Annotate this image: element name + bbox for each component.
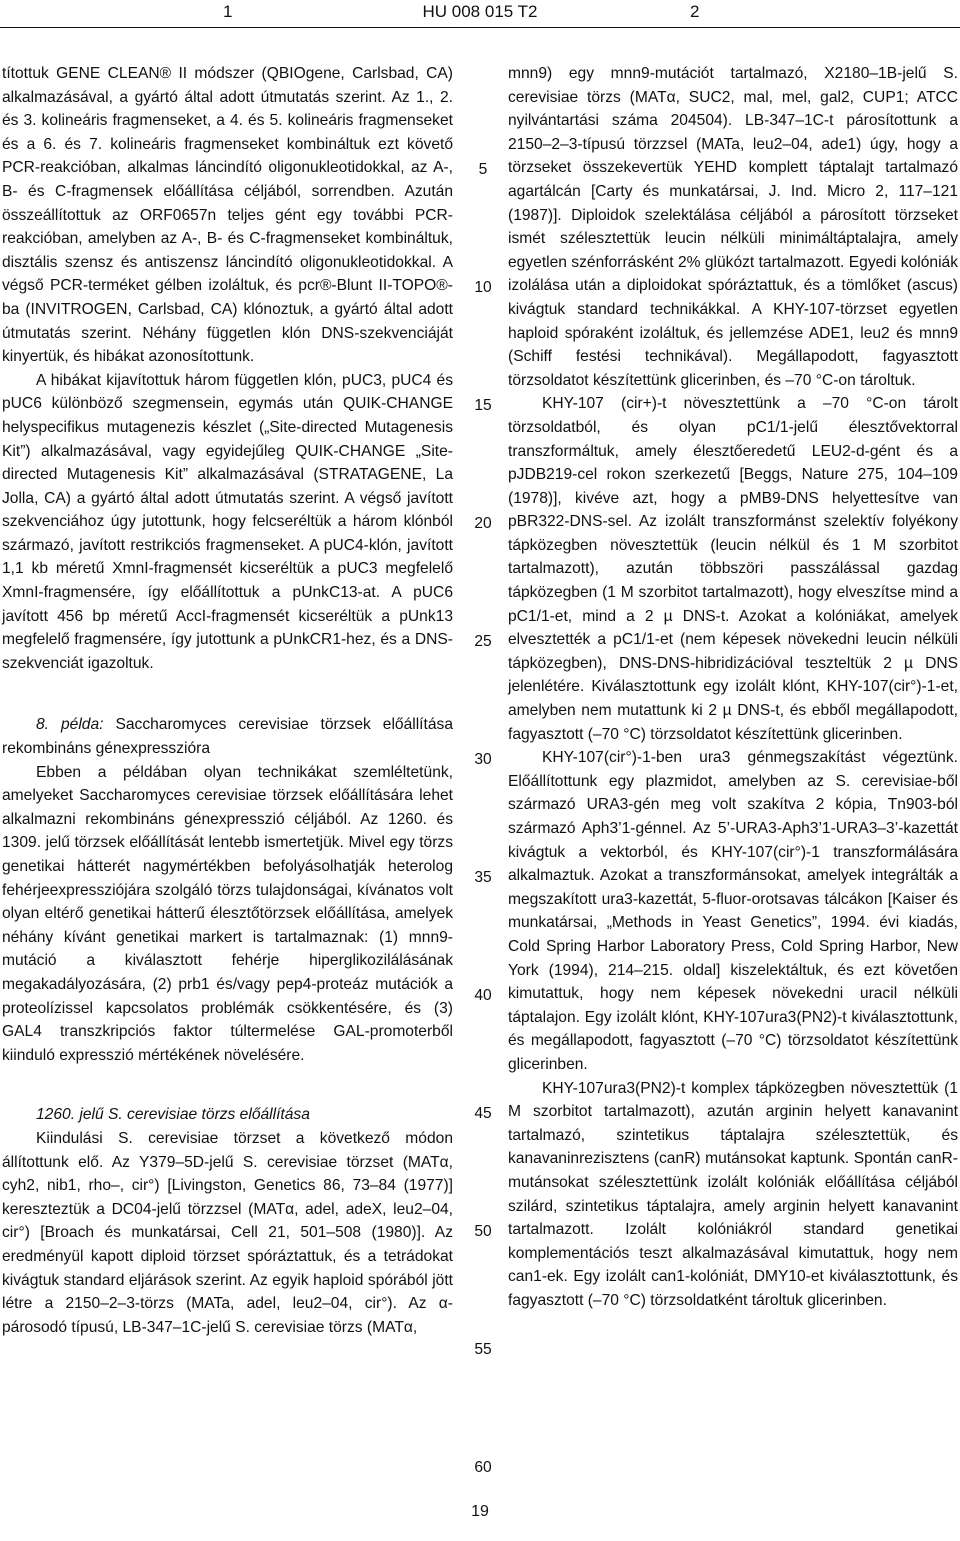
left-paragraph-3: Ebben a példában olyan technikákat szemléltetünk, amelyeket Saccharomyces cerevisiae törzsek előállítására lehet alkalmazni rekombináns génexpresszió céljából. Az 1260. és 1309. jelű törzsek előállítását lentebb ismertetjük. Mivel egy törzs genetikai hátterét nagymértékben befolyásolhatják heterolog fehérjeexpressziójára szolgáló törzs tulajdonságai, kívánatos volt olyan eltérő genetikai hátterű élesztőtörzsek előállítása, amelyek néhány kívánt genetikai markert is tartalmaznak: (1) mnn9-mutáció a kiválasztott fehérje hiperglikozilálásának megakadályozására, (2) prb1 és/vagy pep4-proteáz mutációk a proteolízissel kapcsolatos problémák csökkentésére, és (3) GAL4 transzkripciós faktor túltermelése GAL-promoterből kiinduló expresszió mértékének növelésére. — [2, 763, 453, 1064]
header-rule — [0, 27, 960, 28]
line-number: 5 — [478, 161, 488, 178]
left-paragraph-1: títottuk GENE CLEAN® II módszer (QBIOgene, Carlsbad, CA) alkalmazásával, a gyártó által adott útmutatás szerint. Az 1., 2. és 3. kolineáris fragmenseket, a 4. és 5. kolineáris fragmenseket és a 6. és 7. kolineáris fragmenseket kombináltuk ezt követő PCR-reakcióban, alkalmas láncindító oligonukleotidokkal, az A-, B- és C-fragmensek előállítása céljából, sorrendben. Azután összeállítottuk az ORF0657n teljes gént egy további PCR-reakcióban, amelyben az A-, B- és C-fragmenseket kombináltuk, disztális szensz és antiszensz láncindító oligonukleotidokkal. A végső PCR-terméket gélben izoláltuk, és pcr®-Blunt II-TOPO®-ba (INVITROGEN, Carlsbad, CA) klónoztuk, a gyártó által adott útmutatás szerint. Néhány független klón DNS-szekvenciáját kinyertük, és hibákat azonosítottunk. — [2, 65, 453, 366]
line-number: 55 — [474, 1341, 492, 1358]
section-gap — [2, 675, 453, 713]
example-heading — [2, 713, 453, 760]
page-header — [0, 0, 960, 26]
strain-subheading: 1260. jelű S. cerevisiae törzs előállítása — [36, 1106, 310, 1124]
line-number: 15 — [474, 397, 492, 414]
example-label: 8. példa: — [36, 716, 104, 734]
right-paragraph-4: KHY-107ura3(PN2)-t komplex tápközegben növesztettük (1 M szorbitot tartalmazott), azután arginin helyett kanavanint tartalmazó, szintetikus táptalajra szélesztettük, és kanavaninrezisztens (canR) mutánsokat kaptunk. Spontán canR-mutánsokat szélesztettünk izolált kolóniák előállítása céljából szilárd, szintetikus táptalajra, amely arginin helyett kanavanint tartalmazott. Izolált kolóniákról standard genetikai komplementációs teszt alkalmazásával kimutattuk, hogy nem can1-ek. Egy izolált can1-kolóniát, DMY10-et kiválasztottunk, és fagyasztott (–70 °C) törzsoldatként tároltuk glicerinben. — [508, 1079, 958, 1309]
section-gap — [2, 1067, 453, 1103]
example-title: Saccharomyces cerevisiae törzsek előállítása rekombináns génexpresszióra — [2, 716, 453, 758]
right-page-number: 2 — [690, 2, 700, 21]
right-column — [508, 62, 958, 1312]
line-number: 60 — [474, 1459, 492, 1476]
line-number: 20 — [474, 515, 492, 532]
line-number: 10 — [474, 279, 492, 296]
left-page-number: 1 — [223, 2, 233, 21]
right-paragraph-3: KHY-107(cir°)-1-ben ura3 génmegszakítást végeztünk. Előállítottunk egy plazmidot, amelyben az S. cerevisiae-ből származó URA3-gén meg volt szakítva 2 kópia, Tn903-ból származó Aph3’1-génnel. Az 5’-URA3-Aph3’1-URA3–3’-kazettát kivágtuk a vektorból, és KHY-107(cir°)-1 transzformálására alkalmaztuk. Azokat a transzformánsokat, amelyek integrálták a megszakított ura3-kazettát, 5-fluor-orotsavas tálcákon [Kaiser és munkatársai, „Methods in Yeast Genetics”, 1994. évi kiadás, Cold Spring Harbor Laboratory Press, Cold Spring Harbor, New York (1994), 214–215. oldal] kiszelektáltuk, és ezt követően kimutattuk, hogy nem képesek növekedni uracil nélküli táptalajon. Egy izolált klónt, KHY-107ura3(PN2)-t kiválasztottunk, és megállapodott, fagyasztott (–70 °C) törzsoldatot készítettünk glicerinben. — [508, 749, 958, 1073]
line-number: 25 — [474, 633, 492, 650]
right-paragraph-2: KHY-107 (cir+)-t növesztettünk a –70 °C-on tárolt törzsoldatból, és olyan pC1/1-jelű élesztővektorral transzformáltuk, amely élesztőeredetű LEU2-d-gént és a pJDB219-cel rokon szerkezetű [Beggs, Nature 275, 104–109 (1978)], kivéve azt, hogy a pMB9-DNS helyettesítve van pBR322-DNS-sel. Az izolált transzformánst szelektív folyékony tápközegben növesztettük (leucin nélkül és 1 M szorbitot tartalmazott), azután többszöri passzálással gazdag tápközegben (1 M szorbitot tartalmazott), hogy elveszítse mind a pC1/1-et, mind a 2 µ DNS-t. Azokat a kolóniákat, amelyek elvesztették a pC1/1-et (nem képesek növekedni leucin nélküli tápközegben), DNS-DNS-hibridizációval teszteltük 2 µ DNS jelenlétére. Kiválasztottunk egy izolált klónt, KHY-107(cir°)-1-et, amelyben nem mutattunk ki 2 µ DNS-t, és ebből megállapodott, fagyasztott (–70 °C) törzsoldatot készítettünk glicerinben. — [508, 395, 958, 743]
line-number: 40 — [474, 987, 492, 1004]
patent-number: HU 008 015 T2 — [422, 2, 538, 21]
line-number: 35 — [474, 869, 492, 886]
line-number: 30 — [474, 751, 492, 768]
left-column — [2, 62, 453, 1339]
left-paragraph-4: Kiindulási S. cerevisiae törzset a következő módon állítottunk elő. Az Y379–5D-jelű S. cerevisiae törzset (MATα, cyh2, nib1, rho–, cir°) [Livingston, Genetics 86, 73–84 (1977)] kereszteztük a DC04-jelű törzzsel (MATα, adel, adeX, leu2–04, cir°) [Broach és munkatársai, Cell 21, 501–508 (1980)]. Az eredményül kapott diploid törzset spóráztattuk, és a tetrádokat kivágtuk standard eljárások szerint. Az egyik haploid spórából jött létre a 2150–2–3-törzs (MATa, adel, leu2–04, cir°). Az α-párosodó típusú, LB-347–1C-jelű S. cerevisiae törzs (MATα, — [2, 1129, 453, 1336]
line-number: 50 — [474, 1223, 492, 1240]
page-footer-number: 19 — [471, 1503, 489, 1520]
line-number-gutter — [468, 62, 498, 1482]
left-paragraph-2: A hibákat kijavítottuk három független klón, pUC3, pUC4 és pUC6 különböző szegmensein, egymás után QUIK-CHANGE helyspecifikus mutagenezis készlet („Site-directed Mutagenesis Kit”) alkalmazásával, vagy egyidejűleg QUIK-CHANGE „Site-directed Mutagenesis Kit” alkalmazásával (STRATAGENE, La Jolla, CA) a gyártó által adott útmutatás szerint. A végső javított szekvenciához úgy jutottunk, hogy felcseréltük a három klónból származó, javított restrikciós fragmenseket. A pUC4-klón, javított 1,1 kb méretű XmnI-fragmensét kicseréltük a pUC3 megfelelő XmnI-fragmensére, így előállítottuk a pUnkC13-at. A pUC6 javított 456 bp méretű AccI-fragmensét kicseréltük a pUnk13 megfelelő fragmensére, így jutottunk a pUnkCR1-hez, és a DNS-szekvenciát igazoltuk. — [2, 371, 453, 672]
right-paragraph-1: mnn9) egy mnn9-mutációt tartalmazó, X2180–1B-jelű S. cerevisiae törzs (MATα, SUC2, mal, mel, gal2, CUP1; ATCC nyilvántartási száma 204504). LB-347–1C-t párosítottunk a 2150–2–3-típusú törzzsel (MATa, leu2–04, ade1) úgy, hogy a törzseket összekevertük YEHD komplett táptalajt tartalmazó agartálcán [Carty és munkatársai, J. Ind. Micro 2, 117–121 (1987)]. Diploidok szelektálása céljából a párosított törzseket ismét szélesztettük leucin nélküli minimáltáptalajra, amely egyetlen szénforrásként 2% glükózt tartalmazott. Egyedi kolóniák izolálása után a diploidokat spóráztattuk, és a tömlőket (ascus) kivágtuk standard technikákkal. A KHY-107-törzset egyetlen haploid spóraként izoláltuk, és jellemzése ADE1, leu2 és mnn9 (Schiff festési technikával). Megállapodott, fagyasztott törzsoldatot készítettünk glicerinben, és –70 °C-on tároltuk. — [508, 65, 958, 389]
line-number: 45 — [474, 1105, 492, 1122]
